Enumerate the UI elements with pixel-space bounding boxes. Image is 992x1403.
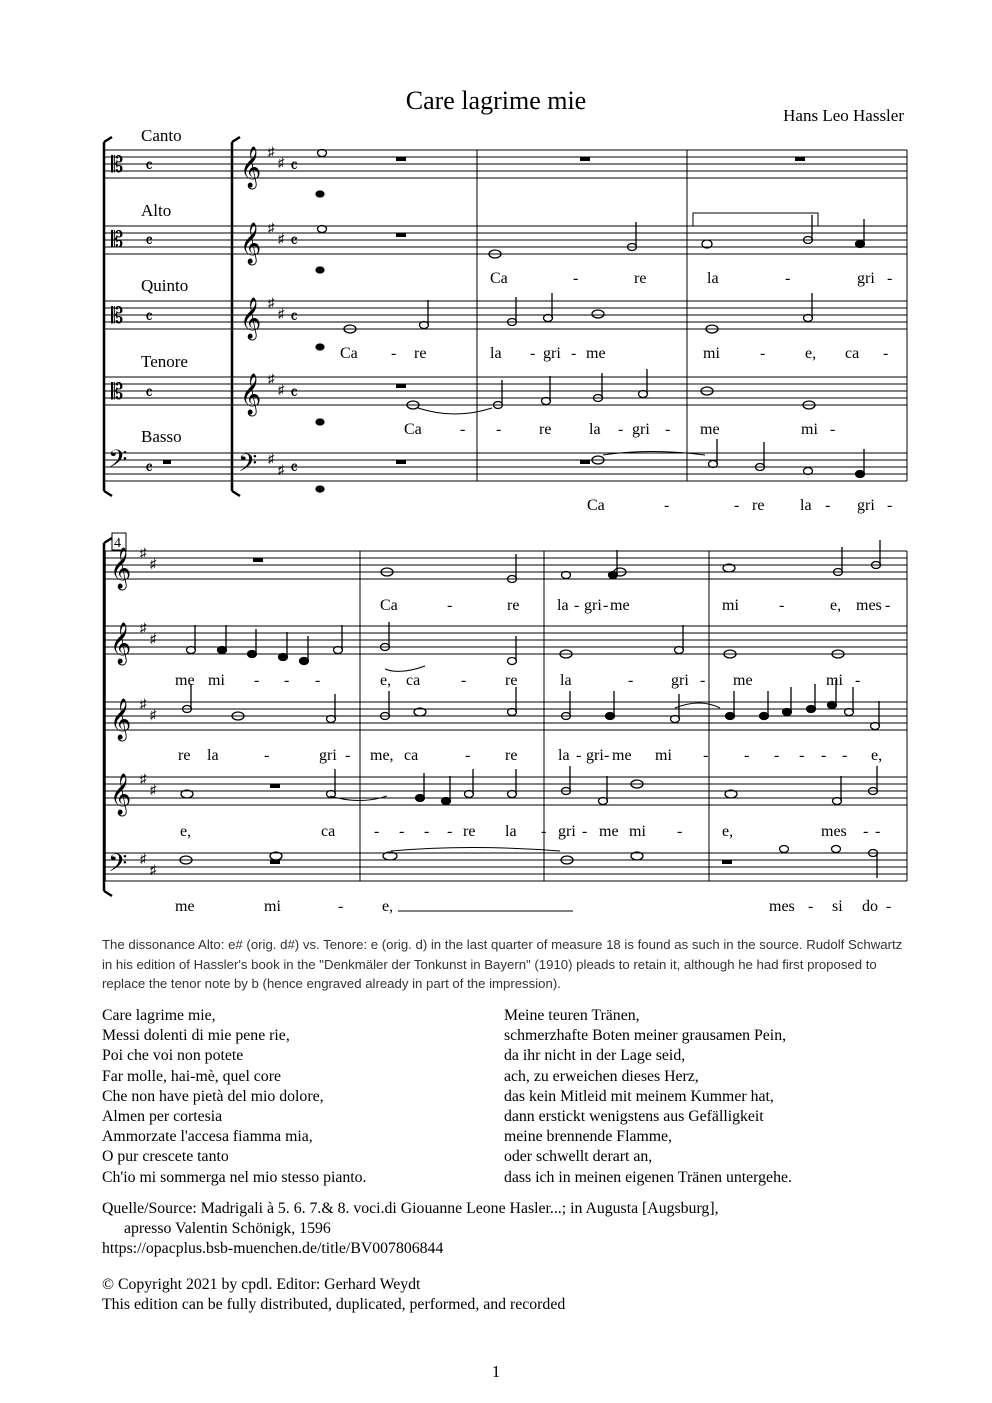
lyric-canto-s2: - [574, 597, 580, 614]
lyric-basso-s1: la [800, 497, 812, 514]
lyric-quinto-s2: me [612, 747, 632, 764]
lyric-tenore-s2: - [863, 823, 869, 840]
lyric-quinto-s2: - [264, 747, 270, 764]
svg-text:♯: ♯ [150, 862, 157, 877]
svg-text:♯: ♯ [268, 371, 275, 386]
lyric-quinto-s1: e, [805, 345, 817, 362]
lyric-canto-s2: me [610, 597, 630, 614]
lyric-tenore-s2: - [582, 823, 588, 840]
c-clef-icon: 𝄡 [111, 379, 124, 404]
lyric-alto-s2: - [315, 672, 321, 689]
poem-line: schmerzhafte Boten meiner grausamen Pein, [504, 1027, 787, 1045]
page-title: Care lagrime mie [405, 86, 587, 115]
copyright-line: © Copyright 2021 by cpdl. Editor: Gerhard Weydt [102, 1276, 421, 1293]
source-url-link[interactable]: https://opacplus.bsb-muenchen.de/title/BV007806844 [102, 1240, 444, 1258]
lyric-alto-s1-1: Ca [490, 270, 508, 287]
svg-text:𝄴: 𝄴 [290, 307, 299, 327]
lyric-alto-s2: e, [380, 672, 392, 689]
svg-text:𝄴: 𝄴 [290, 156, 299, 176]
lyric-tenore-s2: - [677, 823, 683, 840]
lyric-alto-s2: - [461, 672, 467, 689]
bass-clef-icon: 𝄢 [238, 450, 258, 483]
lyric-quinto-s2: me, [370, 747, 394, 764]
lyric-quinto-s1: me [586, 345, 606, 362]
lyric-tenore-s2: mes [821, 823, 847, 840]
lyric-alto-s1-4: la [707, 270, 719, 287]
poem-italian [102, 1006, 367, 1188]
lyric-quinto-s1: - [883, 345, 889, 362]
lyric-quinto-s2: - [345, 747, 351, 764]
lyric-tenore-s2: - [399, 823, 405, 840]
lyric-alto-s2: - [254, 672, 260, 689]
lyric-quinto-s1: re [414, 345, 427, 362]
lyric-quinto-s2: gri [586, 747, 604, 764]
lyric-quinto-s2: - [821, 747, 827, 764]
poem-line: O pur crescete tanto [102, 1148, 229, 1166]
svg-text:♯: ♯ [150, 782, 157, 797]
poem-line: Che non have pietà del mio dolore, [102, 1087, 324, 1105]
copyright-info [102, 1275, 565, 1315]
source-line: Quelle/Source: Madrigali à 5. 6. 7.& 8. voci.di Giouanne Leone Hasler...; in Augusta [Augsburg], [102, 1200, 719, 1217]
lyric-tenore-s2: - [374, 823, 380, 840]
lyric-tenore-s2: mi [629, 823, 646, 840]
voice-label-tenore: Tenore [141, 352, 188, 371]
lyric-alto-s2: la [560, 672, 572, 689]
svg-text:♯: ♯ [150, 707, 157, 722]
poem-line: Poi che voi non potete [102, 1047, 244, 1065]
svg-text:♯: ♯ [268, 451, 275, 466]
lyric-quinto-s2: - [465, 747, 471, 764]
treble-clef-icon: 𝄞 [240, 298, 262, 338]
lyric-basso-s1: gri [857, 497, 875, 514]
lyric-quinto-s1: gri [543, 345, 561, 362]
lyric-tenore-s2: - [424, 823, 430, 840]
lyric-tenore-s1: mi [801, 421, 818, 438]
lyric-alto-s1-5: - [785, 270, 791, 287]
lyric-canto-s2: - [447, 597, 453, 614]
svg-text:♯: ♯ [278, 155, 285, 170]
lyric-tenore-s2: gri [558, 823, 576, 840]
lyric-alto-s1-6: gri [857, 270, 875, 287]
lyric-canto-s2: Ca [380, 597, 398, 614]
svg-text:♯: ♯ [140, 620, 147, 635]
poem-line: Ammorzate l'accesa fiamma mia, [102, 1128, 313, 1146]
lyric-quinto-s1: Ca [340, 345, 358, 362]
lyric-quinto-s2: - [703, 747, 709, 764]
lyric-basso-s2: - [886, 898, 892, 915]
lyric-tenore-s1: gri [632, 421, 650, 438]
lyric-tenore-s2: e, [180, 823, 192, 840]
c-clef-icon: 𝄡 [111, 227, 124, 252]
lyric-quinto-s2: - [842, 747, 848, 764]
voice-label-canto: Canto [141, 126, 182, 145]
lyric-tenore-s2: - [541, 823, 547, 840]
treble-clef-icon: 𝄞 [110, 623, 132, 663]
lyric-quinto-s1: la [490, 345, 502, 362]
lyric-canto-s2: mes [856, 597, 882, 614]
svg-text:♯: ♯ [278, 231, 285, 246]
lyric-canto-s2: e, [830, 597, 842, 614]
lyric-quinto-s1: - [530, 345, 536, 362]
lyric-tenore-s2: - [447, 823, 453, 840]
lyric-basso-s1: re [752, 497, 765, 514]
poem-german [504, 1006, 792, 1188]
treble-clef-icon: 𝄞 [240, 147, 262, 187]
lyric-basso-s2: - [808, 898, 814, 915]
lyric-tenore-s1: - [496, 421, 502, 438]
lyric-quinto-s1: - [391, 345, 397, 362]
lyric-tenore-s2: - [875, 823, 881, 840]
svg-text:𝄴: 𝄴 [145, 383, 154, 403]
lyric-quinto-s2: - [799, 747, 805, 764]
lyric-alto-s2: - [284, 672, 290, 689]
poem-line: ach, zu erweichen dieses Herz, [504, 1067, 699, 1085]
lyric-basso-s1: - [664, 497, 670, 514]
lyric-quinto-s2: - [576, 747, 582, 764]
lyric-basso-s2: me [175, 898, 195, 915]
svg-text:♯: ♯ [150, 631, 157, 646]
copyright-line: This edition can be fully distributed, duplicated, performed, and recorded [102, 1296, 566, 1314]
lyric-tenore-s2: ca [321, 823, 336, 840]
poem-line: da ihr nicht in der Lage seid, [504, 1047, 686, 1065]
lyric-tenore-s1: Ca [404, 421, 422, 438]
lyric-tenore-s1: me [700, 421, 720, 438]
lyric-quinto-s2: re [505, 747, 518, 764]
system1-staves [105, 150, 907, 481]
lyric-basso-s2: do [862, 898, 878, 915]
treble-clef-icon: 𝄞 [240, 374, 262, 414]
svg-text:𝄴: 𝄴 [290, 458, 299, 478]
lyric-quinto-s1: - [571, 345, 577, 362]
svg-text:𝄴: 𝄴 [145, 231, 154, 251]
voice-label-alto: Alto [141, 201, 172, 220]
poem-line: Meine teuren Tränen, [504, 1007, 640, 1024]
voice-label-basso: Basso [141, 427, 182, 446]
lyric-quinto-s2: - [774, 747, 780, 764]
poem-line: oder schwellt derart an, [504, 1148, 653, 1166]
poem-line: Messi dolenti di mie pene rie, [102, 1027, 290, 1045]
svg-text:♯: ♯ [140, 696, 147, 711]
bass-clef-icon: 𝄢 [108, 850, 128, 883]
lyric-quinto-s1: - [760, 345, 766, 362]
page-number: 1 [491, 1362, 501, 1381]
source-info [102, 1199, 719, 1260]
treble-clef-icon: 𝄞 [110, 548, 132, 588]
lyric-basso-s2: si [832, 898, 843, 915]
lyric-tenore-s1: la [589, 421, 601, 438]
lyric-alto-s2: gri [671, 672, 689, 689]
lyric-tenore-s2: re [463, 823, 476, 840]
c-clef-icon: 𝄡 [111, 152, 124, 177]
source-line: apresso Valentin Schönigk, 1596 [124, 1220, 331, 1238]
poem-line: meine brennende Flamme, [504, 1128, 673, 1146]
lyric-alto-s1-3: re [634, 270, 647, 287]
poem-line: Care lagrime mie, [102, 1007, 216, 1024]
lyric-tenore-s1: - [665, 421, 671, 438]
lyric-tenore-s1: - [460, 421, 466, 438]
svg-text:♯: ♯ [278, 382, 285, 397]
lyric-tenore-s2: la [505, 823, 517, 840]
svg-text:𝄴: 𝄴 [145, 307, 154, 327]
lyric-basso-s1: - [887, 497, 893, 514]
poem-line: Ch'io mi sommerga nel mio stesso pianto. [102, 1168, 367, 1186]
editorial-note: The dissonance Alto: e# (orig. d#) vs. Tenore: e (orig. d) in the last quarter of measure 18 is found as such in the source. Rudolf Schwartz in his edition of Hassler's book in the "Denkmäler der Tonkunst in Bayern" (1910) pleads to retain it, although he had first proposed to replace the tenor note by b (hence engraved already in part of the impression). [102, 937, 903, 991]
svg-text:𝄴: 𝄴 [145, 458, 154, 478]
svg-text:♯: ♯ [278, 306, 285, 321]
lyric-tenore-s2: e, [722, 823, 734, 840]
svg-text:♯: ♯ [278, 462, 285, 477]
svg-text:♯: ♯ [268, 144, 275, 159]
treble-clef-icon: 𝄞 [110, 699, 132, 739]
lyric-canto-s2: mi [722, 597, 739, 614]
lyric-canto-s2: - [603, 597, 609, 614]
svg-text:♯: ♯ [268, 220, 275, 235]
lyric-basso-s1: - [734, 497, 740, 514]
lyric-quinto-s2: la [207, 747, 219, 764]
svg-text:♯: ♯ [140, 545, 147, 560]
lyric-basso-s2: - [338, 898, 344, 915]
treble-clef-icon: 𝄞 [110, 774, 132, 814]
svg-text:♯: ♯ [268, 295, 275, 310]
lyric-canto-s2: gri [584, 597, 602, 614]
composer-name: Hans Leo Hassler [783, 106, 904, 125]
svg-text:𝄴: 𝄴 [290, 383, 299, 403]
lyric-alto-s2: me [733, 672, 753, 689]
lyric-tenore-s1: - [618, 421, 624, 438]
lyric-alto-s2: - [700, 672, 706, 689]
lyric-alto-s1-7: - [887, 270, 893, 287]
lyric-alto-s1-2: - [573, 270, 579, 287]
voice-label-quinto: Quinto [141, 276, 189, 295]
lyric-quinto-s2: la [558, 747, 570, 764]
svg-text:𝄴: 𝄴 [290, 231, 299, 251]
lyric-alto-s2: mi [826, 672, 843, 689]
lyric-basso-s2: mes [769, 898, 795, 915]
poem-line: Far molle, hai-mè, quel core [102, 1067, 281, 1085]
lyric-quinto-s2: e, [871, 747, 883, 764]
lyric-tenore-s1: - [830, 421, 836, 438]
svg-text:♯: ♯ [140, 771, 147, 786]
svg-text:𝄴: 𝄴 [145, 156, 154, 176]
lyric-canto-s2: re [507, 597, 520, 614]
lyric-basso-s2: e, [382, 898, 394, 915]
lyric-basso-s1: - [825, 497, 831, 514]
lyric-alto-s2: re [505, 672, 518, 689]
lyric-alto-s2: me [175, 672, 195, 689]
lyric-alto-s2: mi [208, 672, 225, 689]
lyric-alto-s2: ca [406, 672, 421, 689]
svg-text:♯: ♯ [150, 556, 157, 571]
poem-line: Almen per cortesia [102, 1108, 223, 1126]
lyric-quinto-s2: mi [655, 747, 672, 764]
lyric-quinto-s2: - [604, 747, 610, 764]
poem-line: dass ich in meinen eigenen Tränen untergehe. [504, 1168, 792, 1186]
lyric-quinto-s1: mi [703, 345, 720, 362]
lyric-quinto-s2: ca [404, 747, 419, 764]
lyric-quinto-s2: re [178, 747, 191, 764]
lyric-basso-s2: mi [264, 898, 281, 915]
measure-number: 4 [114, 536, 121, 551]
lyric-tenore-s1: re [539, 421, 552, 438]
lyric-tenore-s2: me [599, 823, 619, 840]
lyric-canto-s2: - [885, 597, 891, 614]
poem-line: dann erstickt wenigstens aus Gefälligkeit [504, 1108, 764, 1126]
lyric-alto-s2: - [628, 672, 634, 689]
lyric-basso-s1: Ca [587, 497, 605, 514]
svg-text:♯: ♯ [140, 851, 147, 866]
poem-line: das kein Mitleid mit meinem Kummer hat, [504, 1087, 774, 1105]
bass-clef-icon: 𝄢 [108, 446, 128, 479]
lyric-canto-s2: la [557, 597, 569, 614]
lyric-canto-s2: - [779, 597, 785, 614]
lyric-quinto-s1: ca [845, 345, 860, 362]
lyric-quinto-s2: - [744, 747, 750, 764]
lyric-alto-s2: - [855, 672, 861, 689]
c-clef-icon: 𝄡 [111, 303, 124, 328]
lyric-quinto-s2: gri [319, 747, 337, 764]
treble-clef-icon: 𝄞 [240, 223, 262, 263]
